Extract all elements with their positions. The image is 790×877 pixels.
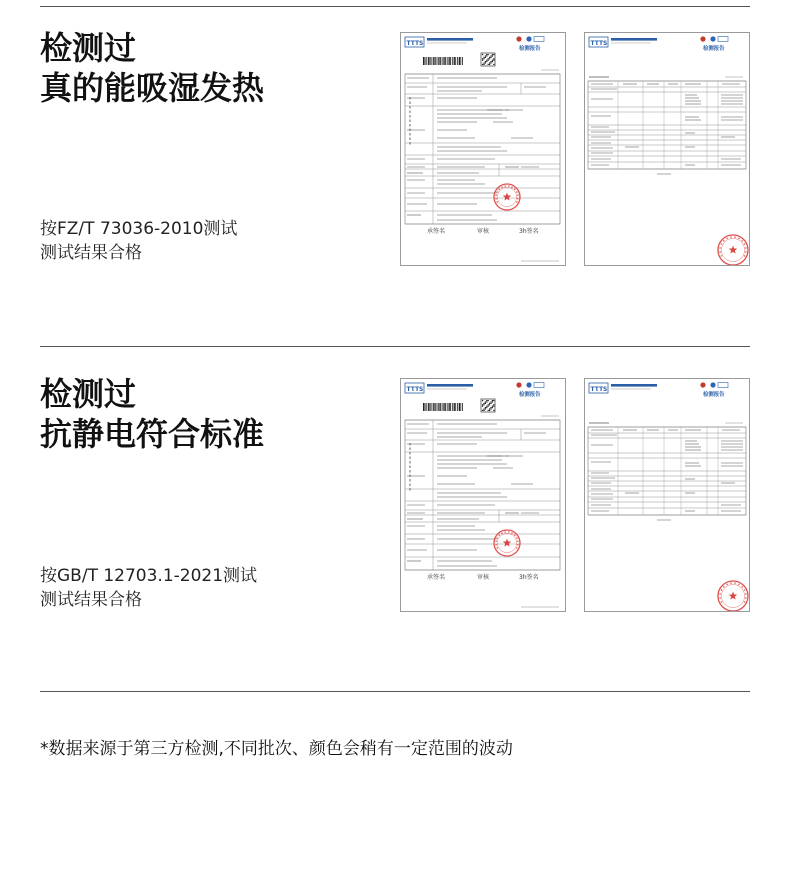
test-report-cover-page <box>400 378 566 612</box>
ttts-logo <box>405 37 424 47</box>
inspection-seal-stamp <box>718 581 748 611</box>
signature-row <box>427 227 539 235</box>
test-report-cover-page <box>400 32 566 266</box>
cnas-mark-icon <box>710 382 715 387</box>
headline-line-2: 真的能吸湿发热 <box>40 69 265 107</box>
headline-line-1: 检测过 <box>40 29 137 67</box>
barcode-icon <box>423 57 424 65</box>
test-result: 测试结果合格 <box>40 243 142 263</box>
approver-signature: 承签名 <box>427 228 446 235</box>
section-moisture-heating <box>0 6 790 346</box>
headline-line-2: 抗静电符合标准 <box>40 415 265 453</box>
test-result: 测试结果合格 <box>40 590 142 610</box>
reviewer-signature: 审核 <box>477 228 490 235</box>
report-title: 检测报告 <box>519 392 541 398</box>
issuer-name-bar <box>427 38 473 41</box>
report-data-scan <box>585 33 749 265</box>
report-info-table <box>405 74 560 224</box>
section-antistatic <box>0 346 790 686</box>
ilac-mark-icon <box>534 383 544 388</box>
signature-row <box>427 573 539 581</box>
cnas-mark-icon <box>526 36 531 41</box>
test-standard-description <box>40 217 237 265</box>
svg-text:TTTS: TTTS <box>406 386 424 393</box>
report-info-table <box>405 420 560 570</box>
issuer-name-bar <box>611 38 657 41</box>
cnas-mark-icon <box>526 382 531 387</box>
accreditation-mark-icon <box>700 382 705 387</box>
issuer-name-bar <box>427 384 473 387</box>
svg-text:TTTS: TTTS <box>406 40 424 47</box>
issuer-name-bar <box>611 384 657 387</box>
test-standard: 按FZ/T 73036-2010测试 <box>40 219 238 239</box>
accreditation-mark-icon <box>700 36 705 41</box>
accreditation-mark-icon <box>516 382 521 387</box>
ttts-logo <box>405 383 424 393</box>
report-data-scan <box>585 379 749 611</box>
test-standard: 按GB/T 12703.1-2021测试 <box>40 566 258 586</box>
svg-text:TTTS: TTTS <box>590 386 608 393</box>
accreditation-mark-icon <box>516 36 521 41</box>
section-divider <box>40 691 750 692</box>
svg-text:TTTS: TTTS <box>590 40 608 47</box>
report-cover-scan <box>401 33 565 265</box>
section-headline <box>40 374 264 454</box>
ilac-mark-icon <box>718 383 728 388</box>
test-report-data-page <box>584 32 750 266</box>
test-standard-description <box>40 564 257 612</box>
ilac-mark-icon <box>718 37 728 42</box>
reviewer-signature: 审核 <box>477 574 490 581</box>
inspector-signature: 3h签名 <box>519 574 539 581</box>
report-title: 检测报告 <box>703 46 725 52</box>
test-results-table <box>588 81 746 169</box>
headline-line-1: 检测过 <box>40 375 137 413</box>
ilac-mark-icon <box>534 37 544 42</box>
section-headline <box>40 28 264 108</box>
report-title: 检测报告 <box>703 392 725 398</box>
cnas-mark-icon <box>710 36 715 41</box>
ttts-logo <box>589 37 608 47</box>
report-title: 检测报告 <box>519 46 541 52</box>
approver-signature: 承签名 <box>427 574 446 581</box>
report-cover-scan <box>401 379 565 611</box>
barcode-icon <box>423 403 424 411</box>
test-report-data-page <box>584 378 750 612</box>
ttts-logo <box>589 383 608 393</box>
inspection-seal-stamp <box>718 235 748 265</box>
test-results-table <box>588 427 746 515</box>
data-source-footnote: *数据来源于第三方检测,不同批次、颜色会稍有一定范围的波动 <box>40 739 513 759</box>
inspector-signature: 3h签名 <box>519 228 539 235</box>
